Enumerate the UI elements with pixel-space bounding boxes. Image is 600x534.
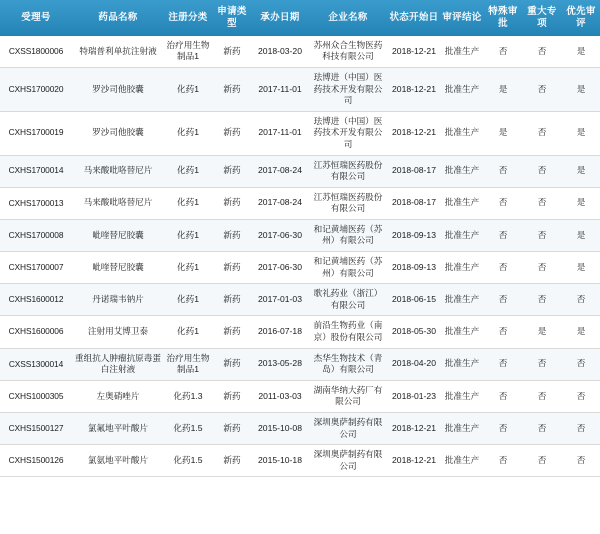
cell-status-date: 2018-12-21: [388, 111, 440, 155]
table-row[interactable]: [0, 380, 600, 412]
cell-application-type: 新药: [212, 252, 252, 284]
cell-drug-name: 特瑞普利单抗注射液: [72, 36, 164, 68]
cell-accept-date: 2017-08-24: [252, 155, 308, 187]
cell-special-review: 否: [484, 155, 522, 187]
cell-drug-name: 马来酸吡咯替尼片: [72, 187, 164, 219]
column-header-application-type: 申请类型: [212, 0, 252, 36]
cell-accept-date: 2013-05-28: [252, 348, 308, 380]
cell-accept-date: 2017-11-01: [252, 111, 308, 155]
cell-code: CXHS1600012: [0, 284, 72, 316]
cell-registration-category: 化药1: [164, 155, 212, 187]
cell-major-project: 否: [522, 413, 562, 445]
cell-special-review: 否: [484, 219, 522, 251]
cell-conclusion: 批准生产: [440, 316, 484, 348]
cell-code: CXHS1700007: [0, 252, 72, 284]
cell-registration-category: 化药1.3: [164, 380, 212, 412]
cell-special-review: 否: [484, 187, 522, 219]
cell-application-type: 新药: [212, 380, 252, 412]
cell-conclusion: 批准生产: [440, 284, 484, 316]
cell-conclusion: 批准生产: [440, 155, 484, 187]
cell-major-project: 否: [522, 111, 562, 155]
cell-priority-review: 是: [562, 219, 600, 251]
cell-code: CXHS1700013: [0, 187, 72, 219]
cell-conclusion: 批准生产: [440, 111, 484, 155]
cell-code: CXHS1000305: [0, 380, 72, 412]
cell-registration-category: 化药1: [164, 67, 212, 111]
cell-registration-category: 化药1: [164, 252, 212, 284]
cell-major-project: 否: [522, 284, 562, 316]
cell-priority-review: 是: [562, 252, 600, 284]
cell-priority-review: 是: [562, 187, 600, 219]
cell-application-type: 新药: [212, 111, 252, 155]
table-header: [0, 0, 600, 36]
cell-special-review: 否: [484, 413, 522, 445]
cell-priority-review: 否: [562, 380, 600, 412]
cell-registration-category: 治疗用生物制品1: [164, 348, 212, 380]
cell-code: CXHS1700014: [0, 155, 72, 187]
cell-major-project: 否: [522, 219, 562, 251]
table-row[interactable]: [0, 348, 600, 380]
table-row[interactable]: [0, 67, 600, 111]
cell-application-type: 新药: [212, 413, 252, 445]
table-row[interactable]: [0, 413, 600, 445]
cell-company: 深圳奥萨制药有限公司: [308, 413, 388, 445]
table-row[interactable]: [0, 219, 600, 251]
table-row[interactable]: [0, 316, 600, 348]
cell-conclusion: 批准生产: [440, 187, 484, 219]
cell-drug-name: 重组抗人肿瘤抗原毒蛋白注射液: [72, 348, 164, 380]
cell-drug-name: 呲喹替尼胶囊: [72, 252, 164, 284]
cell-company: 歌礼药业（浙江）有限公司: [308, 284, 388, 316]
cell-status-date: 2018-12-21: [388, 36, 440, 68]
cell-priority-review: 否: [562, 413, 600, 445]
cell-company: 苏州众合生物医药科技有限公司: [308, 36, 388, 68]
cell-special-review: 是: [484, 67, 522, 111]
cell-priority-review: 是: [562, 67, 600, 111]
table-row[interactable]: [0, 445, 600, 477]
cell-code: CXSS1300014: [0, 348, 72, 380]
cell-major-project: 否: [522, 187, 562, 219]
cell-code: CXHS1700008: [0, 219, 72, 251]
cell-application-type: 新药: [212, 316, 252, 348]
cell-major-project: 否: [522, 380, 562, 412]
cell-application-type: 新药: [212, 219, 252, 251]
cell-special-review: 是: [484, 111, 522, 155]
cell-drug-name: 丹诺瑞韦钠片: [72, 284, 164, 316]
cell-status-date: 2018-09-13: [388, 219, 440, 251]
cell-special-review: 否: [484, 284, 522, 316]
cell-major-project: 否: [522, 445, 562, 477]
cell-conclusion: 批准生产: [440, 380, 484, 412]
cell-priority-review: 否: [562, 445, 600, 477]
cell-special-review: 否: [484, 348, 522, 380]
cell-code: CXHS1500127: [0, 413, 72, 445]
cell-company: 和记黄埔医药（苏州）有限公司: [308, 219, 388, 251]
cell-application-type: 新药: [212, 284, 252, 316]
cell-application-type: 新药: [212, 67, 252, 111]
cell-code: CXHS1700019: [0, 111, 72, 155]
cell-accept-date: 2015-10-08: [252, 413, 308, 445]
cell-company: 和记黄埔医药（苏州）有限公司: [308, 252, 388, 284]
cell-application-type: 新药: [212, 187, 252, 219]
cell-special-review: 否: [484, 252, 522, 284]
cell-status-date: 2018-12-21: [388, 67, 440, 111]
cell-accept-date: 2011-03-03: [252, 380, 308, 412]
column-header-drug-name: 药品名称: [72, 0, 164, 36]
cell-conclusion: 批准生产: [440, 219, 484, 251]
table-row[interactable]: [0, 187, 600, 219]
cell-application-type: 新药: [212, 348, 252, 380]
cell-status-date: 2018-06-15: [388, 284, 440, 316]
cell-conclusion: 批准生产: [440, 413, 484, 445]
column-header-accept-date: 承办日期: [252, 0, 308, 36]
cell-drug-name: 氯氟地平叶酸片: [72, 413, 164, 445]
cell-major-project: 否: [522, 155, 562, 187]
cell-company: 深圳奥萨制药有限公司: [308, 445, 388, 477]
cell-status-date: 2018-01-23: [388, 380, 440, 412]
cell-drug-name: 注射用艾博卫泰: [72, 316, 164, 348]
cell-status-date: 2018-12-21: [388, 445, 440, 477]
cell-registration-category: 化药1.5: [164, 445, 212, 477]
table-body: [0, 36, 600, 477]
cell-status-date: 2018-04-20: [388, 348, 440, 380]
cell-accept-date: 2017-06-30: [252, 252, 308, 284]
cell-code: CXSS1800006: [0, 36, 72, 68]
column-header-registration-category: 注册分类: [164, 0, 212, 36]
cell-accept-date: 2015-10-18: [252, 445, 308, 477]
cell-major-project: 否: [522, 67, 562, 111]
table-row[interactable]: [0, 36, 600, 68]
cell-special-review: 否: [484, 36, 522, 68]
cell-priority-review: 是: [562, 36, 600, 68]
cell-company: 珐博进（中国）医药技术开发有限公司: [308, 111, 388, 155]
cell-status-date: 2018-08-17: [388, 187, 440, 219]
column-header-special-review: 特殊审批: [484, 0, 522, 36]
cell-application-type: 新药: [212, 36, 252, 68]
cell-priority-review: 否: [562, 348, 600, 380]
table-row[interactable]: [0, 155, 600, 187]
cell-company: 珐博进（中国）医药技术开发有限公司: [308, 67, 388, 111]
cell-special-review: 否: [484, 445, 522, 477]
cell-drug-name: 左奥硝唑片: [72, 380, 164, 412]
cell-conclusion: 批准生产: [440, 348, 484, 380]
cell-conclusion: 批准生产: [440, 36, 484, 68]
cell-accept-date: 2018-03-20: [252, 36, 308, 68]
cell-code: CXHS1500126: [0, 445, 72, 477]
cell-drug-name: 呲喹替尼胶囊: [72, 219, 164, 251]
column-header-status-date: 状态开始日: [388, 0, 440, 36]
table-row[interactable]: [0, 284, 600, 316]
cell-major-project: 否: [522, 348, 562, 380]
column-header-code: 受理号: [0, 0, 72, 36]
column-header-priority-review: 优先审评: [562, 0, 600, 36]
cell-drug-name: 氯氨地平叶酸片: [72, 445, 164, 477]
cell-company: 湖南华纳大药厂有限公司: [308, 380, 388, 412]
cell-status-date: 2018-09-13: [388, 252, 440, 284]
cell-status-date: 2018-08-17: [388, 155, 440, 187]
cell-accept-date: 2016-07-18: [252, 316, 308, 348]
cell-priority-review: 否: [562, 284, 600, 316]
cell-application-type: 新药: [212, 155, 252, 187]
cell-accept-date: 2017-01-03: [252, 284, 308, 316]
column-header-conclusion: 审评结论: [440, 0, 484, 36]
cell-priority-review: 是: [562, 111, 600, 155]
column-header-company: 企业名称: [308, 0, 388, 36]
cell-registration-category: 治疗用生物制品1: [164, 36, 212, 68]
table-header-row: [0, 0, 600, 36]
cell-drug-name: 罗沙司他胶囊: [72, 111, 164, 155]
cell-application-type: 新药: [212, 445, 252, 477]
cell-conclusion: 批准生产: [440, 67, 484, 111]
cell-code: CXHS1700020: [0, 67, 72, 111]
cell-status-date: 2018-12-21: [388, 413, 440, 445]
cell-drug-name: 马来酸吡咯替尼片: [72, 155, 164, 187]
cell-code: CXHS1600006: [0, 316, 72, 348]
cell-accept-date: 2017-11-01: [252, 67, 308, 111]
cell-registration-category: 化药1: [164, 111, 212, 155]
cell-company: 江苏恒瑞医药股份有限公司: [308, 187, 388, 219]
table-row[interactable]: [0, 111, 600, 155]
cell-priority-review: 是: [562, 316, 600, 348]
cell-major-project: 否: [522, 36, 562, 68]
cell-accept-date: 2017-08-24: [252, 187, 308, 219]
cell-registration-category: 化药1: [164, 316, 212, 348]
cell-status-date: 2018-05-30: [388, 316, 440, 348]
cell-conclusion: 批准生产: [440, 445, 484, 477]
cell-company: 前沿生物药业（南京）股份有限公司: [308, 316, 388, 348]
cell-drug-name: 罗沙司他胶囊: [72, 67, 164, 111]
cell-registration-category: 化药1: [164, 284, 212, 316]
cell-priority-review: 是: [562, 155, 600, 187]
cell-conclusion: 批准生产: [440, 252, 484, 284]
cell-special-review: 否: [484, 380, 522, 412]
cell-major-project: 是: [522, 316, 562, 348]
cell-company: 杰华生物技术（青岛）有限公司: [308, 348, 388, 380]
cell-registration-category: 化药1: [164, 219, 212, 251]
cell-accept-date: 2017-06-30: [252, 219, 308, 251]
cell-company: 江苏恒瑞医药股份有限公司: [308, 155, 388, 187]
cell-major-project: 否: [522, 252, 562, 284]
cell-registration-category: 化药1.5: [164, 413, 212, 445]
table-row[interactable]: [0, 252, 600, 284]
column-header-major-project: 重大专项: [522, 0, 562, 36]
cell-special-review: 否: [484, 316, 522, 348]
cell-registration-category: 化药1: [164, 187, 212, 219]
